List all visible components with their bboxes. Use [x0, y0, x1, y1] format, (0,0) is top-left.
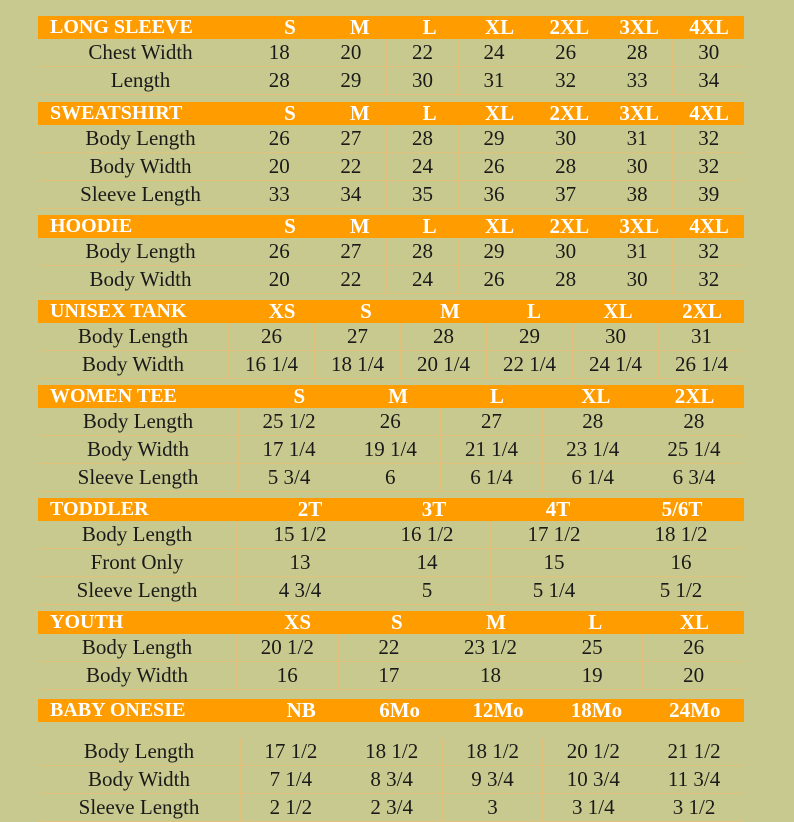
table-cell: 6 1/4	[543, 464, 644, 491]
table-row	[38, 266, 744, 294]
section-header	[38, 16, 744, 39]
size-header: S	[293, 385, 306, 408]
table-cell: 8 3/4	[342, 766, 443, 793]
size-header: M	[349, 215, 370, 238]
size-header: 3T	[421, 498, 447, 521]
table-cell: 28	[683, 409, 705, 433]
row-label: Body Length	[38, 521, 237, 548]
table-row	[38, 436, 744, 464]
section-header	[38, 300, 744, 323]
section-title: WOMEN TEE	[50, 385, 177, 407]
table-cell: 19 1/4	[340, 436, 441, 463]
row-label: Body Length	[38, 323, 229, 350]
table-row	[38, 351, 744, 379]
table-cell: 32	[530, 67, 602, 94]
table-cell: 9 3/4	[443, 766, 544, 793]
table-cell: 32	[698, 239, 720, 263]
table-cell: 31	[459, 67, 531, 94]
table-row	[38, 238, 744, 266]
table-cell: 33	[244, 181, 316, 208]
table-cell: 5 3/4	[239, 464, 340, 491]
table-cell: 39	[698, 182, 720, 206]
size-header: XL	[603, 300, 633, 323]
table-cell: 24	[387, 153, 459, 180]
table-cell: 30	[573, 323, 659, 350]
size-header: XL	[484, 102, 515, 125]
table-cell: 22	[387, 39, 459, 66]
row-label: Body Length	[38, 238, 244, 265]
table-row	[38, 125, 744, 153]
table-row	[38, 521, 744, 549]
size-header: 3XL	[619, 215, 660, 238]
table-cell: 30	[530, 125, 602, 152]
table-cell: 6 1/4	[441, 464, 542, 491]
table-cell: 36	[459, 181, 531, 208]
table-cell: 2 3/4	[342, 794, 443, 821]
table-cell: 33	[602, 67, 674, 94]
table-row	[38, 794, 744, 822]
table-cell: 28	[387, 238, 459, 265]
table-cell: 23 1/4	[543, 436, 644, 463]
size-header: 4XL	[689, 102, 729, 125]
table-cell: 17 1/2	[241, 738, 342, 765]
table-cell: 26	[229, 323, 315, 350]
table-cell: 3 1/2	[672, 795, 716, 819]
size-header: 2XL	[549, 16, 590, 39]
row-label: Body Length	[38, 408, 239, 435]
table-row	[38, 408, 744, 436]
table-cell: 18 1/2	[342, 738, 443, 765]
size-header: L	[526, 300, 541, 323]
size-header: 4XL	[689, 215, 729, 238]
table-cell: 38	[602, 181, 674, 208]
section-title: BABY ONESIE	[50, 699, 186, 721]
size-header: XL	[581, 385, 611, 408]
row-label: Sleeve Length	[38, 794, 241, 821]
table-cell: 30	[387, 67, 459, 94]
table-cell: 31	[691, 324, 712, 348]
table-cell: 19	[542, 662, 644, 689]
spacer	[38, 722, 744, 738]
table-row	[38, 549, 744, 577]
row-label: Body Length	[38, 738, 241, 765]
table-row	[38, 634, 744, 662]
table-cell: 37	[530, 181, 602, 208]
table-row	[38, 39, 744, 67]
table-row	[38, 577, 744, 605]
size-header: M	[349, 16, 370, 39]
section-hoodie	[38, 215, 744, 294]
table-cell: 5 1/4	[491, 577, 618, 604]
table-cell: 22	[339, 634, 441, 661]
table-cell: 20	[316, 39, 388, 66]
table-cell: 32	[698, 267, 720, 291]
table-cell: 28	[387, 125, 459, 152]
size-header: XL	[484, 215, 515, 238]
row-label: Chest Width	[38, 39, 244, 66]
size-header: S	[284, 215, 296, 238]
table-cell: 31	[602, 125, 674, 152]
table-row	[38, 181, 744, 209]
table-cell: 21 1/4	[441, 436, 542, 463]
table-cell: 26	[459, 153, 531, 180]
size-header: 4XL	[689, 16, 729, 39]
table-cell: 18	[440, 662, 542, 689]
size-header: L	[489, 385, 504, 408]
table-cell: 28	[543, 408, 644, 435]
table-cell: 27	[315, 323, 401, 350]
section-unisex-tank	[38, 300, 744, 379]
table-cell: 16	[670, 550, 692, 574]
table-cell: 10 3/4	[543, 766, 644, 793]
section-header	[38, 699, 744, 722]
table-row	[38, 67, 744, 95]
table-cell: 15 1/2	[237, 521, 364, 548]
size-header: 5/6T	[661, 498, 703, 521]
size-chart	[38, 16, 744, 822]
row-label: Body Width	[38, 351, 229, 378]
row-label: Body Width	[38, 266, 244, 293]
table-cell: 17	[339, 662, 441, 689]
table-cell: 11 3/4	[667, 767, 721, 791]
table-cell: 28	[401, 323, 487, 350]
table-cell: 25	[542, 634, 644, 661]
table-row	[38, 153, 744, 181]
table-cell: 20	[683, 663, 705, 687]
section-header	[38, 498, 744, 521]
size-header: S	[284, 102, 296, 125]
table-cell: 30	[602, 153, 674, 180]
table-cell: 17 1/2	[491, 521, 618, 548]
table-cell: 20	[244, 266, 316, 293]
section-header	[38, 611, 744, 634]
size-header: NB	[286, 699, 316, 722]
section-title: UNISEX TANK	[50, 300, 187, 322]
table-cell: 5	[364, 577, 491, 604]
table-cell: 34	[316, 181, 388, 208]
row-label: Length	[38, 67, 244, 94]
table-cell: 17 1/4	[239, 436, 340, 463]
table-cell: 35	[387, 181, 459, 208]
size-header: S	[360, 300, 372, 323]
table-cell: 27	[316, 125, 388, 152]
table-cell: 26	[459, 266, 531, 293]
size-header: 2T	[297, 498, 323, 521]
table-cell: 3 1/4	[543, 794, 644, 821]
row-label: Sleeve Length	[38, 577, 237, 604]
size-header: XL	[679, 611, 709, 634]
table-cell: 2 1/2	[241, 794, 342, 821]
table-cell: 18 1/4	[315, 351, 401, 378]
table-cell: 30	[602, 266, 674, 293]
table-cell: 20 1/2	[237, 634, 339, 661]
table-cell: 29	[316, 67, 388, 94]
size-header: 2XL	[549, 215, 590, 238]
size-header: L	[422, 102, 437, 125]
row-label: Body Width	[38, 436, 239, 463]
table-cell: 25 1/2	[239, 408, 340, 435]
table-cell: 26	[530, 39, 602, 66]
table-cell: 7 1/4	[241, 766, 342, 793]
table-row	[38, 662, 744, 690]
table-cell: 3	[443, 794, 544, 821]
table-cell: 16	[237, 662, 339, 689]
section-title: SWEATSHIRT	[50, 102, 183, 124]
table-cell: 5 1/2	[659, 578, 703, 602]
section-women-tee	[38, 385, 744, 492]
table-cell: 25 1/4	[667, 437, 721, 461]
size-header: XS	[284, 611, 312, 634]
table-cell: 29	[487, 323, 573, 350]
section-long-sleeve	[38, 16, 744, 95]
table-cell: 27	[441, 408, 542, 435]
table-cell: 28	[530, 266, 602, 293]
size-header: L	[422, 215, 437, 238]
table-cell: 26	[683, 635, 705, 659]
size-header: 2XL	[674, 385, 715, 408]
size-header: S	[390, 611, 403, 634]
size-header: M	[440, 300, 460, 323]
section-title: YOUTH	[50, 611, 124, 633]
table-cell: 18 1/2	[443, 738, 544, 765]
size-header: S	[284, 16, 296, 39]
size-header: XS	[268, 300, 296, 323]
table-cell: 24	[387, 266, 459, 293]
section-sweatshirt	[38, 102, 744, 209]
section-toddler	[38, 498, 744, 605]
size-header: 2XL	[682, 300, 722, 323]
table-cell: 28	[244, 67, 316, 94]
row-label: Body Width	[38, 766, 241, 793]
table-cell: 6 3/4	[672, 465, 716, 489]
section-title: LONG SLEEVE	[50, 16, 193, 38]
size-header: 24Mo	[669, 699, 721, 722]
table-row	[38, 766, 744, 794]
size-header: M	[486, 611, 506, 634]
section-youth	[38, 611, 744, 690]
table-cell: 22	[316, 266, 388, 293]
section-header	[38, 215, 744, 238]
table-cell: 20	[244, 153, 316, 180]
table-cell: 23 1/2	[440, 634, 542, 661]
table-cell: 26 1/4	[674, 352, 729, 376]
size-header: 3XL	[619, 16, 660, 39]
table-cell: 6	[340, 464, 441, 491]
row-label: Body Length	[38, 125, 244, 152]
table-cell: 16 1/2	[364, 521, 491, 548]
table-cell: 26	[340, 408, 441, 435]
table-row	[38, 738, 744, 766]
table-cell: 24 1/4	[573, 351, 659, 378]
table-cell: 24	[459, 39, 531, 66]
size-header: 18Mo	[570, 699, 623, 722]
table-row	[38, 323, 744, 351]
table-cell: 13	[237, 549, 364, 576]
size-header: M	[349, 102, 370, 125]
table-cell: 26	[244, 125, 316, 152]
size-header: M	[388, 385, 409, 408]
row-label: Body Width	[38, 153, 244, 180]
size-header: 3XL	[619, 102, 660, 125]
size-header: 2XL	[549, 102, 590, 125]
table-cell: 4 3/4	[237, 577, 364, 604]
table-cell: 34	[698, 68, 720, 92]
section-title: HOODIE	[50, 215, 133, 237]
table-cell: 32	[698, 126, 720, 150]
table-cell: 29	[459, 238, 531, 265]
table-cell: 14	[364, 549, 491, 576]
table-cell: 22 1/4	[487, 351, 573, 378]
size-header: XL	[484, 16, 515, 39]
table-cell: 29	[459, 125, 531, 152]
size-header: 6Mo	[379, 699, 421, 722]
table-cell: 26	[244, 238, 316, 265]
table-cell: 27	[316, 238, 388, 265]
table-cell: 28	[602, 39, 674, 66]
size-header: 4T	[545, 498, 571, 521]
table-cell: 32	[698, 154, 720, 178]
row-label: Body Length	[38, 634, 237, 661]
table-cell: 20 1/2	[543, 738, 644, 765]
section-header	[38, 385, 744, 408]
table-cell: 30	[698, 40, 720, 64]
table-cell: 20 1/4	[401, 351, 487, 378]
table-cell: 30	[530, 238, 602, 265]
row-label: Body Width	[38, 662, 237, 689]
table-cell: 16 1/4	[229, 351, 315, 378]
row-label: Front Only	[38, 549, 237, 576]
table-row	[38, 464, 744, 492]
section-header	[38, 102, 744, 125]
table-cell: 22	[316, 153, 388, 180]
table-cell: 18	[244, 39, 316, 66]
size-header: L	[588, 611, 603, 634]
row-label: Sleeve Length	[38, 181, 244, 208]
size-header: L	[422, 16, 437, 39]
row-label: Sleeve Length	[38, 464, 239, 491]
table-cell: 31	[602, 238, 674, 265]
table-cell: 18 1/2	[654, 522, 708, 546]
section-baby-onesie	[38, 699, 744, 822]
section-title: TODDLER	[50, 498, 149, 520]
table-cell: 21 1/2	[667, 739, 721, 763]
table-cell: 28	[530, 153, 602, 180]
table-cell: 15	[491, 549, 618, 576]
size-header: 12Mo	[472, 699, 524, 722]
